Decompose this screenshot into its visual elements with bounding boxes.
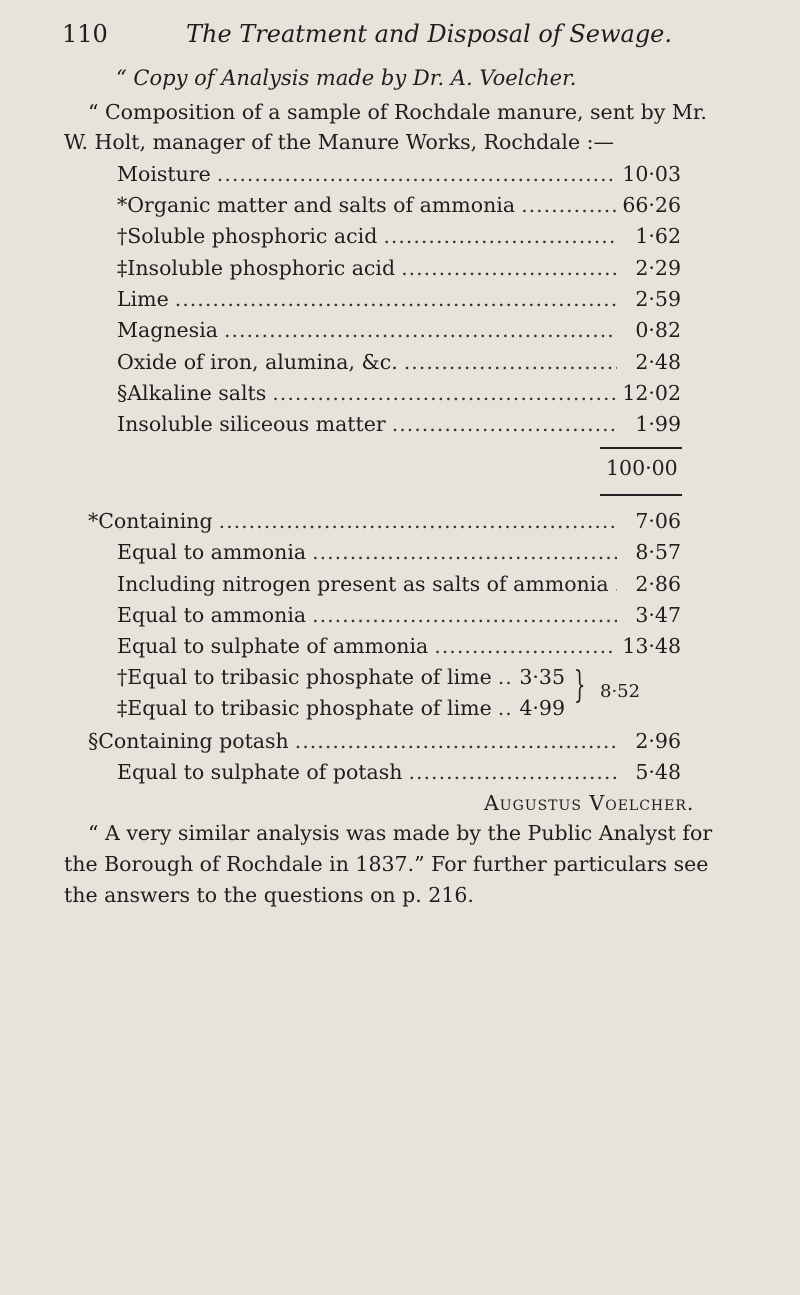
analysis-total: 100·00: [606, 456, 678, 480]
row-label: ‡Insoluble phosphoric acid: [117, 256, 396, 280]
row-value: 12·02: [622, 381, 681, 405]
row-value: 13·48: [622, 634, 681, 658]
row-value: 2·59: [635, 287, 681, 311]
footnote-sulphate-potash: [117, 760, 681, 788]
analysis-row-soluble-phosphoric: [117, 224, 681, 252]
analysis-row-magnesia: [117, 318, 681, 346]
row-label: *Organic matter and salts of ammonia: [117, 193, 516, 217]
analysis-row-moisture: [117, 162, 681, 190]
analysis-row-siliceous: [117, 412, 681, 440]
footnote-equal-ammonia-2: [117, 603, 681, 631]
row-value: 5·48: [635, 760, 681, 784]
intro-line-2: W. Holt, manager of the Manure Works, Rochdale :—: [64, 130, 615, 154]
row-label: Equal to ammonia: [117, 603, 307, 627]
closing-line-1: “ A very similar analysis was made by the Public Analyst for: [88, 821, 713, 845]
row-value: 3·47: [635, 603, 681, 627]
row-label: Oxide of iron, alumina, &c.: [117, 350, 398, 374]
analysis-heading: “ Copy of Analysis made by Dr. A. Voelcher.: [116, 66, 577, 90]
row-value: 2·48: [635, 350, 681, 374]
footnote-potash: [88, 729, 681, 757]
intro-line-1: “ Composition of a sample of Rochdale manure, sent by Mr.: [88, 100, 707, 124]
page-header: [62, 20, 780, 56]
footnote-nitrogen: [117, 572, 681, 600]
row-label: Equal to sulphate of potash: [117, 760, 403, 784]
row-label: †Soluble phosphoric acid: [117, 224, 378, 248]
closing-line-2: the Borough of Rochdale in 1837.” For further particulars see: [64, 852, 709, 876]
footnote-tribasic-1: [117, 665, 565, 693]
row-value: 3·35: [519, 665, 565, 689]
row-label: Magnesia: [117, 318, 218, 342]
row-value: 1·99: [635, 412, 681, 436]
row-label: §Containing potash: [88, 729, 289, 753]
analysis-row-lime: [117, 287, 681, 315]
row-label: ‡Equal to tribasic phosphate of lime: [117, 696, 492, 720]
analysis-row-organic: [117, 193, 681, 221]
total-rule-top: [600, 447, 682, 449]
footnote-equal-ammonia-1: [117, 540, 681, 568]
row-value: 2·96: [635, 729, 681, 753]
footnote-tribasic-2: [117, 696, 565, 724]
row-label: Lime: [117, 287, 169, 311]
tribasic-sum: 8·52: [600, 681, 641, 702]
footnote-sulphate-ammonia: [117, 634, 681, 662]
analysis-row-oxide: [117, 350, 681, 378]
row-label: Equal to sulphate of ammonia: [117, 634, 429, 658]
row-label: §Alkaline salts: [117, 381, 267, 405]
row-value: 2·86: [635, 572, 681, 596]
row-label: Equal to ammonia: [117, 540, 307, 564]
total-rule-bottom: [600, 494, 682, 496]
footnote-containing: [88, 509, 681, 537]
analysis-row-insoluble-phosphoric: [117, 256, 681, 284]
closing-line-3: the answers to the questions on p. 216.: [64, 883, 474, 907]
row-label: Moisture: [117, 162, 211, 186]
row-label: Including nitrogen present as salts of ammonia: [117, 572, 609, 596]
running-title: The Treatment and Disposal of Sewage.: [186, 20, 673, 48]
row-value: 7·06: [635, 509, 681, 533]
row-value: 8·57: [635, 540, 681, 564]
row-value: 0·82: [635, 318, 681, 342]
signature: Augustus Voelcher.: [484, 791, 695, 815]
page-number: 110: [62, 20, 108, 48]
row-value: 2·29: [635, 256, 681, 280]
row-value: 1·62: [635, 224, 681, 248]
row-label: Insoluble siliceous matter: [117, 412, 386, 436]
analysis-row-alkaline: [117, 381, 681, 409]
row-value: 66·26: [622, 193, 681, 217]
curly-brace-icon: }: [574, 665, 586, 706]
row-value: 10·03: [622, 162, 681, 186]
row-label: †Equal to tribasic phosphate of lime: [117, 665, 492, 689]
row-label: *Containing: [88, 509, 213, 533]
row-value: 4·99: [519, 696, 565, 720]
